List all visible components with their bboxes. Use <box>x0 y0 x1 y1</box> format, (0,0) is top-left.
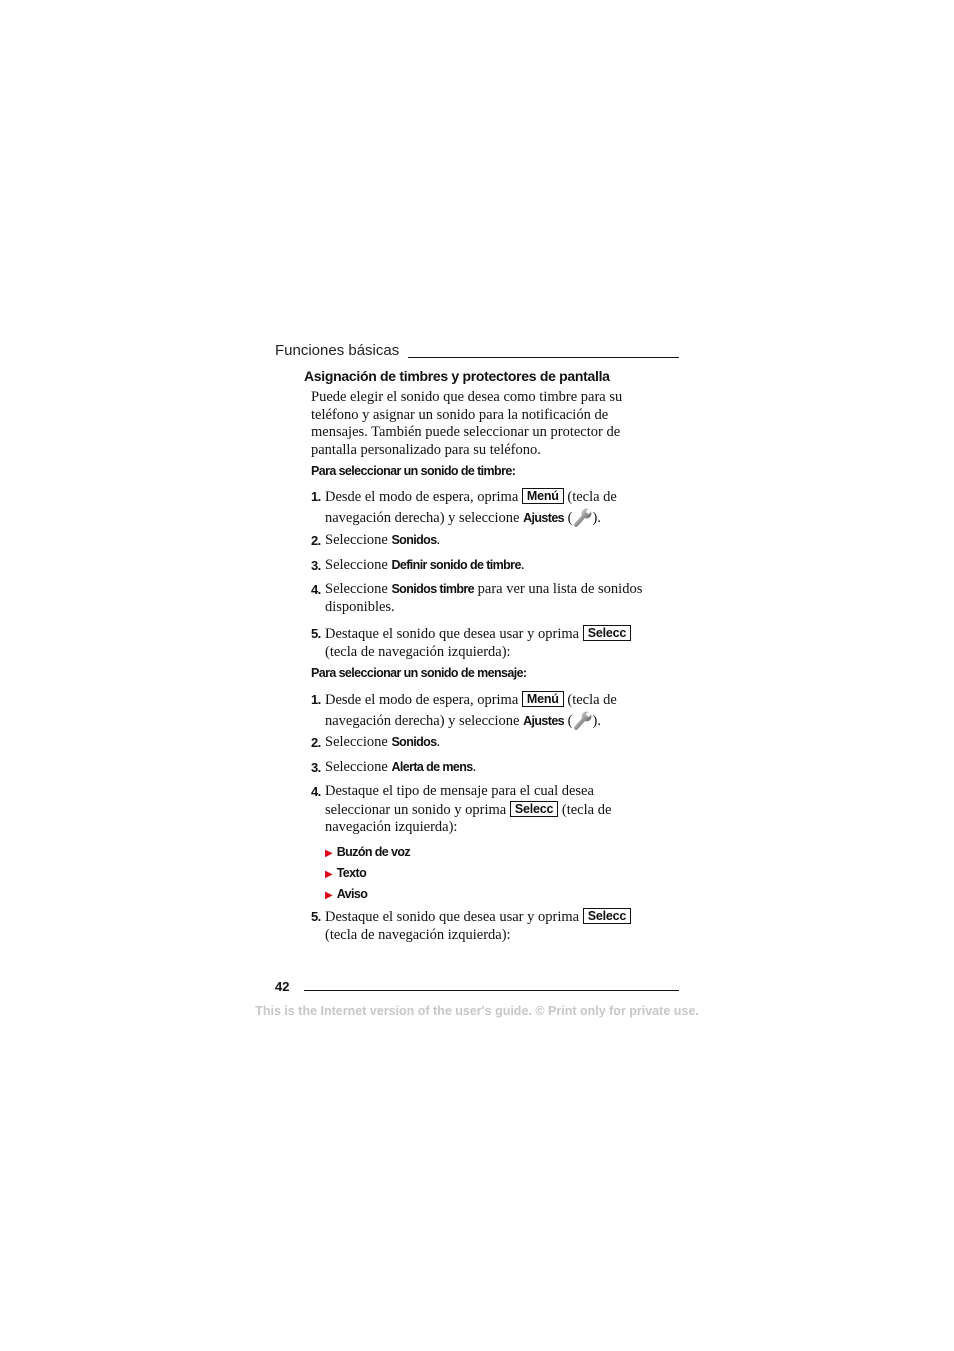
step-text-segment: ( <box>564 712 573 729</box>
menu-term: Sonidos <box>391 735 437 749</box>
page-number: 42 <box>275 979 290 994</box>
step-text-segment: (tecla de navegación derecha) y seleccione <box>325 489 617 526</box>
menu-term: Ajustes <box>523 510 565 525</box>
menu-term: Definir sonido de timbre <box>391 558 521 572</box>
step-text <box>325 783 660 837</box>
wrench-icon <box>573 710 593 730</box>
menu-key: Menú <box>522 488 564 504</box>
step-text-segment: (tecla de navegación izquierda): <box>325 801 612 836</box>
step-number: 2. <box>311 533 321 548</box>
step-text <box>325 557 660 575</box>
bullet-text: Aviso <box>336 887 368 901</box>
select-key: Selecc <box>583 625 631 641</box>
step-text-segment: Destaque el sonido que desea usar y oprima <box>325 626 583 642</box>
step-text-segment: Desde el modo de espera, oprima <box>325 489 522 505</box>
internet-version-notice: This is the Internet version of the user's guide. © Print only for private use. <box>255 1004 699 1018</box>
step-text-segment: Seleccione <box>325 759 392 775</box>
step-number: 3. <box>311 760 321 775</box>
step-number: 1. <box>311 489 321 504</box>
step-text-segment: . <box>436 532 441 548</box>
step-text-segment: (tecla de navegación izquierda): <box>325 926 511 943</box>
step-text-segment: ). <box>592 509 601 526</box>
step-text <box>325 908 660 944</box>
step-number: 4. <box>311 582 321 597</box>
step-text-segment: . <box>472 759 477 775</box>
message-heading: Para seleccionar un sonido de mensaje: <box>311 666 527 680</box>
step-text <box>325 625 660 661</box>
step-text-segment: ( <box>564 509 573 526</box>
step-number: 5. <box>311 626 321 641</box>
menu-term: Sonidos <box>391 533 437 547</box>
menu-term: Sonidos timbre <box>391 582 475 596</box>
section-title: Asignación de timbres y protectores de pantalla <box>304 368 610 384</box>
step-number: 3. <box>311 558 321 573</box>
step-text-segment: Desde el modo de espera, oprima <box>325 692 522 708</box>
step-text-segment: Destaque el tipo de mensaje para el cual desea seleccionar un sonido y oprima <box>325 783 594 818</box>
bullet-item <box>325 885 367 903</box>
triangle-right-icon: ▶ <box>325 890 333 901</box>
header-rule <box>408 357 679 358</box>
bullet-item <box>325 864 366 882</box>
step-text-segment: (tecla de navegación izquierda): <box>325 643 511 660</box>
step-text-segment: Seleccione <box>325 557 392 573</box>
intro-paragraph: Puede elegir el sonido que desea como timbre para su teléfono y asignar un sonido para la notificación de mensajes. También puede seleccionar un protector de pantalla personalizado para su teléfono. <box>311 389 623 459</box>
step-number: 5. <box>311 909 321 924</box>
menu-term: Ajustes <box>523 713 565 728</box>
bullet-item <box>325 843 410 861</box>
step-text <box>325 581 660 616</box>
bullet-text: Buzón de voz <box>336 845 411 859</box>
triangle-right-icon: ▶ <box>325 869 333 880</box>
footer-rule <box>304 990 679 991</box>
wrench-icon <box>573 507 593 527</box>
step-text <box>325 488 660 527</box>
triangle-right-icon: ▶ <box>325 848 333 859</box>
running-header: Funciones básicas <box>275 342 400 359</box>
select-key: Selecc <box>510 801 558 817</box>
ringtone-heading: Para seleccionar un sonido de timbre: <box>311 464 516 478</box>
step-text-segment: para ver una lista de sonidos disponibles. <box>325 581 643 615</box>
step-number: 1. <box>311 692 321 707</box>
step-text-segment: ). <box>592 712 601 729</box>
menu-key: Menú <box>522 691 564 707</box>
step-text-segment: Seleccione <box>325 734 392 750</box>
step-text-segment: Seleccione <box>325 581 392 597</box>
step-text-segment: Seleccione <box>325 532 392 548</box>
step-text <box>325 691 660 730</box>
step-number: 4. <box>311 784 321 799</box>
step-text-segment: . <box>520 557 525 573</box>
step-text <box>325 759 660 777</box>
step-text-segment: (tecla de navegación derecha) y seleccione <box>325 692 617 729</box>
step-text <box>325 532 660 550</box>
step-text-segment: Destaque el sonido que desea usar y oprima <box>325 909 583 925</box>
select-key: Selecc <box>583 908 631 924</box>
step-text-segment: . <box>436 734 441 750</box>
step-number: 2. <box>311 735 321 750</box>
bullet-text: Texto <box>336 866 367 880</box>
step-text <box>325 734 660 752</box>
menu-term: Alerta de mens <box>391 760 473 774</box>
